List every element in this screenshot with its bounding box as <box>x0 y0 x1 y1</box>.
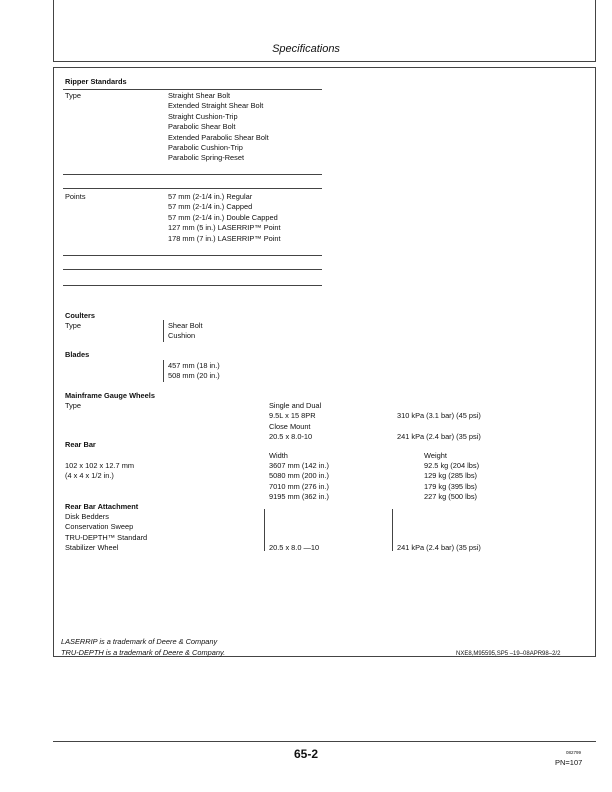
weight-header: Weight <box>424 451 447 460</box>
doc-code: NXE8,M95595,SP5 –19–08APR98–2/2 <box>456 651 561 657</box>
list-item: 9.5L x 15 8PR <box>269 411 316 421</box>
rear-bar-weights <box>424 461 479 503</box>
ripper-types-list <box>168 91 269 164</box>
list-item: Straight Cushion-Trip <box>168 111 238 121</box>
list-item: Shear Bolt <box>168 321 203 330</box>
list-item: Extended Straight Shear Bolt <box>168 101 264 111</box>
blades-list <box>168 361 220 382</box>
list-item: Parabolic Spring-Reset <box>168 153 244 163</box>
ripper-type-label: Type <box>65 91 82 100</box>
list-item: Parabolic Cushion-Trip <box>168 142 243 152</box>
points-label: Points <box>65 192 86 201</box>
table-cell: 5080 mm (200 in.) <box>269 471 329 481</box>
list-item: 508 mm (20 in.) <box>168 371 220 381</box>
footnote-laserrip: LASERRIP is a trademark of Deere & Company <box>61 637 218 646</box>
table-cell: 92.5 kg (204 lbs) <box>424 461 480 470</box>
list-item: Cushion <box>168 331 196 341</box>
coulters-heading: Coulters <box>65 311 95 320</box>
gauge-pressure-2: 241 kPa (2.4 bar) (35 psi) <box>397 432 481 441</box>
attachment-list <box>65 512 147 554</box>
table-cell: 129 kg (285 lbs) <box>424 471 477 481</box>
list-item: 57 mm (2-1/4 in.) Regular <box>168 192 253 201</box>
stabilizer-wheel-size: 20.5 x 8.0 —10 <box>269 543 320 552</box>
list-item: Close Mount <box>269 421 311 431</box>
gauge-pressure-1: 310 kPa (3.1 bar) (45 psi) <box>397 411 481 420</box>
coulters-types-list <box>168 321 203 342</box>
coulters-type-label: Type <box>65 321 82 330</box>
list-item: Single and Dual <box>269 401 322 410</box>
list-item: Parabolic Shear Bolt <box>168 122 236 132</box>
gauge-values <box>269 401 321 443</box>
table-cell: 227 kg (500 lbs) <box>424 492 477 502</box>
list-item: 102 x 102 x 12.7 mm <box>65 461 135 470</box>
ripper-heading: Ripper Standards <box>65 77 127 86</box>
list-item: 457 mm (18 in.) <box>168 361 220 370</box>
list-item: 20.5 x 8.0-10 <box>269 432 313 442</box>
list-item: (4 x 4 x 1/2 in.) <box>65 471 114 481</box>
list-item: 57 mm (2-1/4 in.) Capped <box>168 202 253 212</box>
table-cell: 3607 mm (142 in.) <box>269 461 329 470</box>
gauge-type-label: Type <box>65 401 82 410</box>
small-code: 082799 <box>566 750 582 755</box>
pn-label: PN=107 <box>555 758 583 767</box>
list-item: Disk Bedders <box>65 512 109 521</box>
page-title: Specifications <box>272 43 340 55</box>
table-cell: 7010 mm (276 in.) <box>269 481 329 491</box>
table-cell: 9195 mm (362 in.) <box>269 492 329 502</box>
stabilizer-wheel-pressure: 241 kPa (2.4 bar) (35 psi) <box>397 543 481 552</box>
list-item: Conservation Sweep <box>65 522 134 532</box>
rear-bar-size <box>65 461 134 482</box>
list-item: Straight Shear Bolt <box>168 91 231 100</box>
table-cell: 179 kg (395 lbs) <box>424 481 477 491</box>
list-item: 178 mm (7 in.) LASERRIP™ Point <box>168 233 281 243</box>
list-item: 127 mm (5 in.) LASERRIP™ Point <box>168 223 281 233</box>
gauge-heading: Mainframe Gauge Wheels <box>65 391 155 400</box>
footnote-tru-depth: TRU-DEPTH is a trademark of Deere & Company. <box>61 648 226 657</box>
list-item: Stabilizer Wheel <box>65 543 119 553</box>
page-number: 65-2 <box>293 747 319 761</box>
list-item: TRU-DEPTH™ Standard <box>65 532 148 542</box>
list-item: 57 mm (2-1/4 in.) Double Capped <box>168 212 278 222</box>
attachment-heading: Rear Bar Attachment <box>65 502 139 511</box>
rear-bar-heading: Rear Bar <box>65 440 96 449</box>
blades-heading: Blades <box>65 350 90 359</box>
points-list <box>168 192 281 244</box>
width-header: Width <box>269 451 288 460</box>
rear-bar-widths <box>269 461 329 503</box>
list-item: Extended Parabolic Shear Bolt <box>168 132 269 142</box>
